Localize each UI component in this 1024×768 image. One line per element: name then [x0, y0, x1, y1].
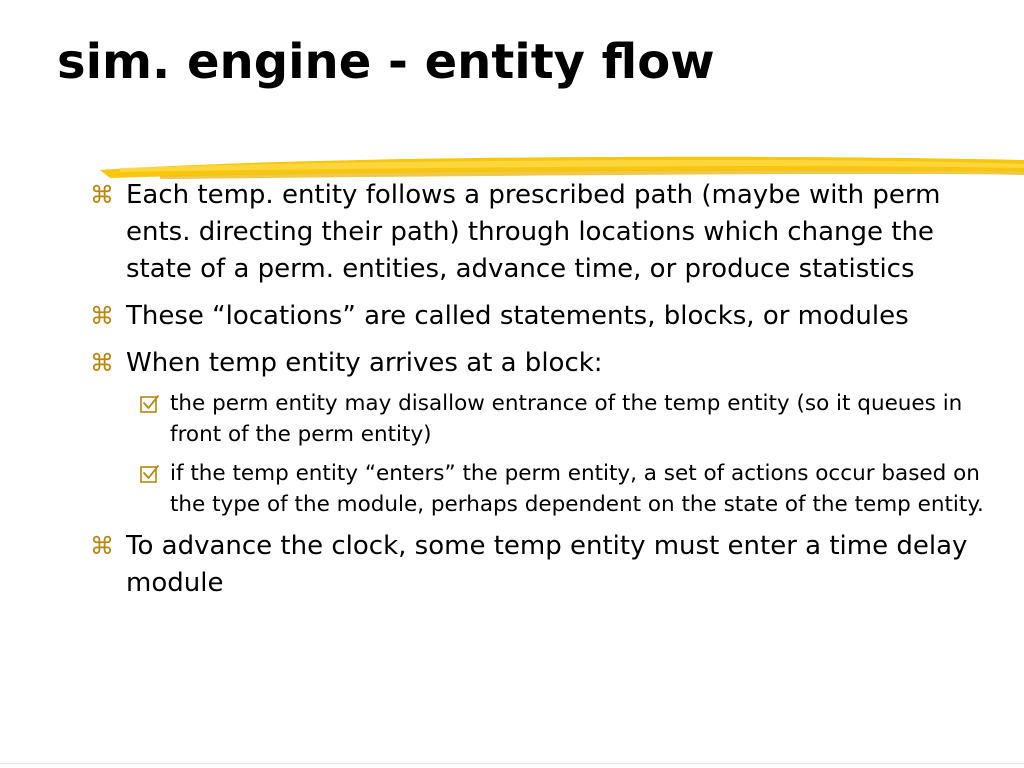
bullet-text: Each temp. entity follows a prescribed path (maybe with perm ents. directing their path) through locations which change the state of a perm. entities, advance time, or produce statistics	[126, 180, 941, 284]
command-key-icon: ⌘	[90, 349, 114, 377]
command-key-icon: ⌘	[90, 532, 114, 560]
checkbox-check-icon	[140, 458, 170, 489]
bullet-text: When temp entity arrives at a block:	[126, 348, 603, 378]
slide-bottom-rule	[0, 763, 1024, 764]
checkbox-check-icon	[140, 388, 170, 419]
bullet-item	[90, 345, 990, 382]
sub-bullet-item	[140, 458, 990, 520]
command-key-icon: ⌘	[90, 181, 114, 209]
command-key-icon: ⌘	[90, 302, 114, 330]
bullet-item	[90, 298, 990, 335]
bullet-text: These “locations” are called statements, blocks, or modules	[126, 301, 909, 331]
bullet-item	[90, 177, 990, 288]
bullet-text: To advance the clock, some temp entity must enter a time delay module	[126, 531, 968, 598]
sub-bullet-text: the perm entity may disallow entrance of the temp entity (so it queues in front of the perm entity)	[170, 391, 963, 447]
slide-title: sim. engine - entity flow	[57, 34, 715, 90]
sub-bullet-item	[140, 388, 990, 450]
bullet-item	[90, 528, 990, 602]
bullet-list	[90, 177, 990, 612]
sub-bullet-text: if the temp entity “enters” the perm entity, a set of actions occur based on the type of the module, perhaps dependent on the state of the temp entity.	[170, 461, 984, 517]
